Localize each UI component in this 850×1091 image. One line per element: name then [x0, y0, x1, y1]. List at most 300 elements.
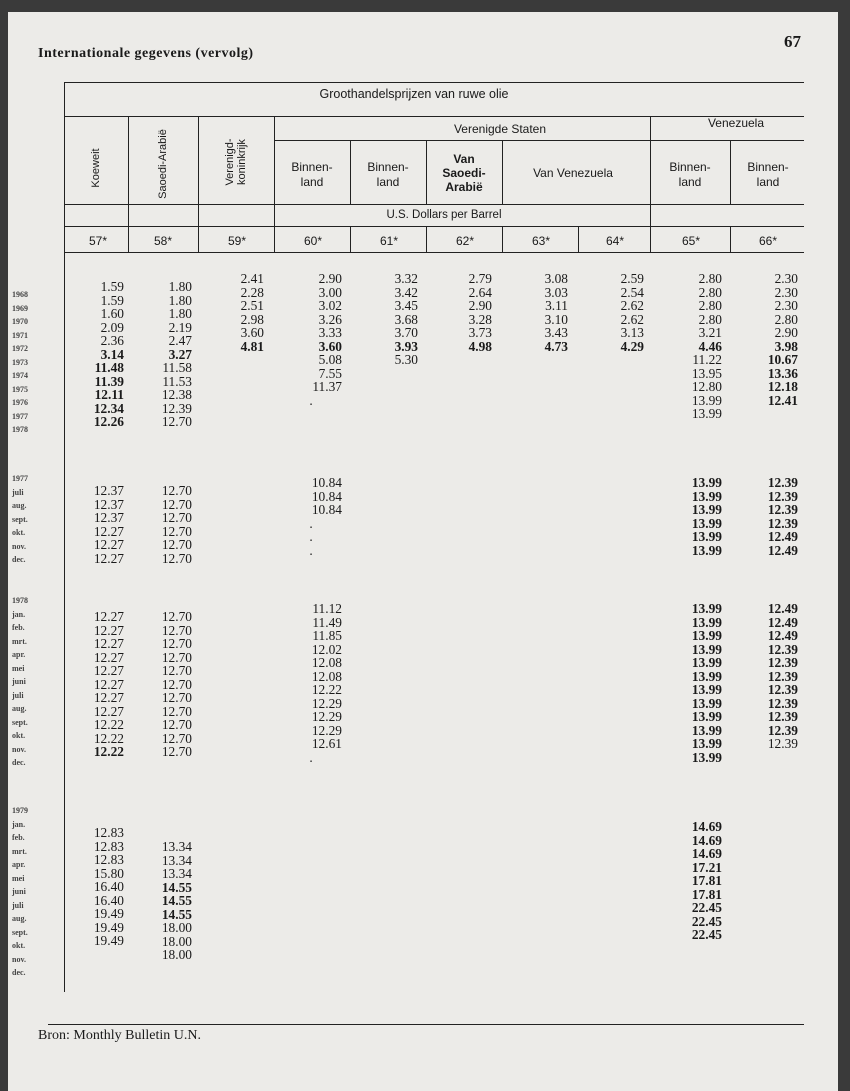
table-cell: 2.19 [168, 319, 192, 335]
row-stub-label: aug. [12, 914, 27, 923]
table-cell: 12.49 [767, 542, 798, 558]
row-stub-label: 1970 [12, 317, 28, 326]
table-cell: 13.99 [691, 682, 722, 697]
block1-col-62 [432, 272, 492, 353]
table-cell: 14.69 [691, 832, 722, 848]
table-cell: 3.02 [318, 298, 342, 313]
table-cell: 12.27 [93, 523, 124, 539]
table-cell: 12.49 [767, 529, 798, 544]
table-cell: 5.30 [394, 352, 418, 367]
table-cell: 3.60 [318, 338, 342, 354]
table-cell: 1.60 [100, 306, 124, 321]
table-cell: 12.22 [93, 730, 124, 746]
table-cell: 17.81 [691, 873, 722, 888]
col-num-61: 61* [379, 234, 399, 248]
table-cell: 12.70 [161, 496, 192, 512]
header-rule-3 [64, 204, 804, 205]
table-cell: 12.39 [767, 722, 798, 738]
table-cell: 12.39 [767, 515, 798, 531]
block3-col-65 [658, 602, 722, 764]
table-cell: 11.53 [162, 373, 192, 389]
table-cell: 2.80 [698, 271, 722, 286]
table-cell: 13.99 [691, 722, 722, 738]
table-cell: 12.39 [161, 400, 192, 416]
row-stub-label: juni [12, 677, 26, 686]
table-cell: 12.39 [767, 668, 798, 684]
row-stub-label: dec. [12, 758, 26, 767]
table-cell: 2.90 [774, 325, 798, 340]
table-cell: . [309, 749, 313, 765]
block3-col-66 [736, 602, 798, 751]
row-stub-label: sept. [12, 927, 28, 937]
block2-col-60 [280, 476, 342, 557]
table-cell: 12.38 [161, 387, 192, 402]
row-stub-label: 1978 [12, 425, 28, 434]
main-header: Groothandelsprijzen van ruwe olie [319, 87, 509, 101]
table-cell: 2.80 [698, 311, 722, 327]
table-cell: 12.39 [767, 709, 798, 724]
table-cell: 18.00 [161, 920, 192, 935]
table-cell: 16.40 [93, 892, 124, 908]
row-stub-label: sept. [12, 717, 28, 727]
table-cell: 3.00 [318, 284, 342, 300]
table-cell: 12.39 [767, 488, 798, 504]
col-rule [426, 226, 427, 252]
table-cell: 13.99 [691, 488, 722, 504]
table-cell: 2.80 [698, 284, 722, 300]
table-cell: 14.69 [691, 819, 722, 834]
row-stub-label: dec. [12, 968, 26, 977]
table-cell: 13.99 [691, 502, 722, 517]
table-cell: 2.98 [240, 311, 264, 327]
table-cell: 19.49 [93, 933, 124, 948]
table-cell: 13.34 [161, 839, 192, 854]
row-stub-label: 1971 [12, 330, 28, 340]
table-cell: 2.79 [468, 271, 492, 286]
table-cell: 13.99 [691, 749, 722, 765]
table-cell: 12.70 [161, 649, 192, 665]
header-rule-5 [64, 252, 804, 253]
row-stub-label: apr. [12, 650, 26, 659]
table-cell: 12.70 [161, 744, 192, 759]
table-cell: 10.67 [767, 352, 798, 367]
row-stub-label: mei [12, 663, 25, 673]
table-cell: 13.99 [691, 709, 722, 724]
table-cell: 12.70 [161, 717, 192, 732]
block1-col-63 [508, 272, 568, 353]
table-cell: 3.28 [468, 311, 492, 327]
col-label-57: Koeweit [90, 148, 102, 188]
row-stub-label: okt. [12, 731, 26, 740]
table-cell: 12.29 [311, 709, 342, 724]
table-cell: 12.49 [767, 628, 798, 643]
table-cell: 12.70 [161, 537, 192, 552]
row-stub-label: mrt. [12, 636, 27, 646]
table-cell: 3.21 [698, 325, 722, 340]
table-cell: 11.48 [94, 360, 124, 375]
row-stub-label: nov. [12, 744, 27, 754]
table-cell: 12.49 [767, 614, 798, 630]
table-cell: 2.62 [620, 298, 644, 313]
col-num-64: 64* [605, 234, 625, 248]
header-rule-2 [274, 140, 804, 141]
table-cell: 3.42 [394, 284, 418, 300]
row-stub-label: jan. [12, 819, 26, 829]
table-cell: 13.34 [161, 866, 192, 881]
table-cell: 3.27 [168, 346, 192, 362]
table-cell: 17.81 [691, 886, 722, 902]
table-cell: 12.70 [161, 523, 192, 539]
table-cell: 12.70 [161, 690, 192, 705]
table-cell: 3.73 [468, 325, 492, 340]
table-cell: 12.70 [161, 636, 192, 651]
row-stub-label: mrt. [12, 846, 27, 856]
table-cell: 3.32 [394, 271, 418, 286]
col-label-58: Saoedi-Arabië [157, 129, 169, 199]
table-cell: 13.99 [691, 392, 722, 408]
row-stub-label: jan. [12, 609, 26, 619]
table-cell: 4.29 [620, 338, 644, 354]
col-rule [128, 116, 129, 252]
table-cell: 2.90 [468, 298, 492, 313]
table-cell: 12.70 [161, 663, 192, 678]
table-cell: 13.99 [691, 475, 722, 490]
col-rule [274, 116, 275, 252]
table-cell: 22.45 [691, 900, 722, 915]
table-cell: 10.84 [311, 502, 342, 517]
table-cell: 11.39 [94, 373, 124, 389]
table-cell: 22.45 [691, 913, 722, 929]
block1-col-57 [70, 280, 124, 429]
row-stub-label: dec. [12, 555, 26, 564]
table-cell: 11.37 [312, 379, 342, 394]
col-rule [502, 226, 503, 252]
col-num-57: 57* [88, 234, 108, 248]
col-num-60: 60* [303, 234, 323, 248]
table-cell: . [309, 542, 313, 558]
table-cell: 14.55 [161, 906, 192, 922]
table-cell: 12.39 [767, 682, 798, 697]
row-stub-block3 [12, 594, 28, 770]
table-cell: 3.14 [100, 346, 124, 362]
table-cell: 2.64 [468, 284, 492, 300]
col-rule [502, 140, 503, 204]
table-cell: 12.11 [94, 387, 124, 402]
table-cell: 1.59 [100, 292, 124, 308]
table-cell: 12.70 [161, 550, 192, 566]
block1-col-64 [580, 272, 644, 353]
table-cell: 3.45 [394, 298, 418, 313]
table-cell: 2.62 [620, 311, 644, 327]
col-label-66: Binnen-land [747, 160, 789, 189]
col-num-58: 58* [153, 234, 173, 248]
page-number: 67 [784, 32, 801, 51]
table-cell: 1.59 [100, 279, 124, 294]
table-cell: 12.26 [93, 414, 124, 429]
block1-col-65 [658, 272, 722, 421]
block1-col-60 [280, 272, 342, 407]
table-cell: 13.99 [691, 406, 722, 421]
table-cell: 1.80 [168, 292, 192, 308]
col-num-59: 59* [227, 234, 247, 248]
block3-col-60 [280, 602, 342, 764]
table-cell: 3.26 [318, 311, 342, 327]
col-num-63: 63* [531, 234, 551, 248]
unit-label: U.S. Dollars per Barrel [386, 209, 502, 221]
table-cell: 11.58 [162, 360, 192, 375]
table-cell: 12.39 [767, 502, 798, 517]
row-stub-label: apr. [12, 860, 26, 869]
table-cell: 12.49 [767, 601, 798, 616]
footer-rule [48, 1024, 804, 1025]
table-cell: 12.41 [767, 392, 798, 408]
block2-col-58 [134, 484, 192, 565]
table-cell: 11.12 [312, 601, 342, 616]
table-cell: 12.27 [93, 663, 124, 678]
table-cell: 12.27 [93, 690, 124, 705]
row-stub-label: juli [12, 900, 24, 910]
row-stub-block1 [12, 288, 28, 437]
table-cell: 10.84 [311, 488, 342, 504]
document-page [8, 12, 838, 1091]
col-rule [198, 116, 199, 252]
col-label-60: Binnen-land [291, 160, 333, 189]
table-cell: 12.02 [311, 641, 342, 657]
table-cell: 13.99 [691, 614, 722, 630]
table-cell: 12.29 [311, 722, 342, 738]
col-label-63-64: Van Venezuela [533, 166, 613, 180]
col-rule [350, 226, 351, 252]
table-cell: 3.13 [620, 325, 644, 340]
col-num-66: 66* [758, 234, 778, 248]
table-cell: 2.09 [100, 319, 124, 335]
table-cell: 3.98 [774, 338, 798, 354]
row-stub-label: okt. [12, 941, 26, 950]
block1-col-66 [736, 272, 798, 407]
table-cell: 2.47 [168, 333, 192, 348]
table-cell: 14.55 [161, 879, 192, 895]
table-cell: 12.83 [93, 838, 124, 854]
group-header-venezuela: Venezuela [707, 116, 765, 130]
block4-col-57 [70, 826, 124, 948]
block3-col-58 [134, 610, 192, 759]
table-cell: 12.70 [161, 703, 192, 719]
table-cell: 12.27 [93, 703, 124, 719]
page-title: Internationale gegevens (vervolg) [38, 46, 254, 61]
table-cell: 4.98 [468, 338, 492, 354]
table-cell: 12.39 [767, 736, 798, 751]
row-stub-label: mei [12, 873, 25, 883]
table-cell: 12.27 [93, 622, 124, 638]
block2-col-66 [736, 476, 798, 557]
block4-col-65 [658, 820, 722, 942]
table-cell: 12.70 [161, 676, 192, 692]
table-cell: 2.54 [620, 284, 644, 300]
row-stub-label: 1974 [12, 371, 28, 380]
row-stub-label: juli [12, 487, 24, 497]
table-cell: 3.68 [394, 311, 418, 327]
table-cell: 19.49 [93, 919, 124, 935]
row-stub-label: 1975 [12, 384, 28, 394]
col-rule [730, 226, 731, 252]
table-cell: 11.49 [312, 614, 342, 630]
table-cell: 13.99 [691, 695, 722, 711]
block2-col-65 [658, 476, 722, 557]
source-note: Bron: Monthly Bulletin U.N. [38, 1028, 201, 1043]
col-num-62: 62* [455, 234, 475, 248]
table-cell: 3.43 [544, 325, 568, 340]
table-cell: 4.46 [698, 338, 722, 354]
table-cell: 13.36 [767, 365, 798, 381]
col-num-65: 65* [681, 234, 701, 248]
table-cell: 12.70 [161, 622, 192, 638]
row-stub-block2 [12, 472, 28, 567]
table-cell: 3.93 [394, 338, 418, 354]
row-stub-label: 1969 [12, 303, 28, 313]
table-cell: 19.49 [93, 906, 124, 921]
row-stub-label: 1979 [12, 806, 28, 815]
table-cell: 12.27 [93, 649, 124, 665]
table-cell: 15.80 [93, 865, 124, 881]
block3-col-57 [70, 610, 124, 759]
row-stub-label: 1972 [12, 344, 28, 353]
block1-col-59 [204, 272, 264, 353]
table-cell: 2.30 [774, 271, 798, 286]
table-cell: 12.39 [767, 695, 798, 711]
row-stub-label: 1977 [12, 411, 28, 421]
table-cell: 12.70 [161, 414, 192, 429]
table-cell: 12.22 [93, 717, 124, 732]
table-cell: 1.80 [168, 279, 192, 294]
table-cell: 13.99 [691, 628, 722, 643]
table-cell: 2.30 [774, 298, 798, 313]
table-cell: 14.55 [161, 893, 192, 908]
table-cell: 3.70 [394, 325, 418, 340]
table-cell: 3.03 [544, 284, 568, 300]
table-cell: 12.27 [93, 609, 124, 624]
col-rule [426, 140, 427, 204]
table-cell: 13.99 [691, 736, 722, 751]
col-label-61: Binnen-land [367, 160, 409, 189]
table-cell: 12.80 [691, 379, 722, 394]
col-rule [350, 140, 351, 204]
row-stub-label: feb. [12, 623, 25, 632]
row-stub-label: 1977 [12, 474, 28, 483]
row-stub-label: 1976 [12, 398, 28, 407]
table-cell: 12.61 [311, 736, 342, 751]
row-stub-label: sept. [12, 514, 28, 524]
table-cell: 12.18 [767, 379, 798, 394]
table-cell: 13.99 [691, 529, 722, 544]
table-cell: 12.70 [161, 483, 192, 498]
table-cell: 14.69 [691, 846, 722, 861]
table-cell: 12.83 [93, 825, 124, 840]
table-cell: 2.36 [100, 333, 124, 348]
group-header-us: Verenigde Staten [453, 122, 547, 136]
table-cell: 12.39 [767, 641, 798, 657]
table-cell: 13.99 [691, 668, 722, 684]
row-stub-label: juni [12, 887, 26, 896]
row-stub-label: 1973 [12, 357, 28, 367]
table-cell: 18.00 [161, 947, 192, 962]
table-cell: 3.60 [240, 325, 264, 340]
col-label-62: Van Saoedi-Arabië [442, 152, 486, 194]
table-cell: 3.11 [545, 298, 568, 313]
table-cell: 12.08 [311, 668, 342, 684]
table-cell: 12.08 [311, 655, 342, 670]
col-rule [730, 140, 731, 204]
row-stub-label: nov. [12, 954, 27, 964]
block1-col-61 [356, 272, 418, 367]
table-cell: 13.99 [691, 515, 722, 531]
table-cell: 2.30 [774, 284, 798, 300]
table-cell: 11.85 [312, 628, 342, 643]
table-cell: 3.33 [318, 325, 342, 340]
row-stub-label: aug. [12, 501, 27, 510]
table-cell: 12.27 [93, 676, 124, 692]
table-cell: 18.00 [161, 933, 192, 949]
table-cell: 12.27 [93, 537, 124, 552]
table-cell: 11.22 [692, 352, 722, 367]
table-cell: 12.70 [161, 730, 192, 746]
table-cell: 3.10 [544, 311, 568, 327]
block1-col-58 [134, 280, 192, 429]
block2-col-57 [70, 484, 124, 565]
table-cell: 1.80 [168, 306, 192, 321]
row-stub-label: okt. [12, 528, 26, 537]
table-cell: 10.84 [311, 475, 342, 490]
table-cell: 12.83 [93, 852, 124, 867]
header-rule-4 [64, 226, 804, 227]
table-cell: 2.80 [698, 298, 722, 313]
table-cell: 12.34 [93, 400, 124, 416]
table-cell: 12.37 [93, 510, 124, 525]
table-cell: 3.08 [544, 271, 568, 286]
table-cell: 4.73 [544, 338, 568, 354]
table-cell: 13.99 [691, 641, 722, 657]
table-cell: 12.37 [93, 496, 124, 512]
table-cell: 13.99 [691, 601, 722, 616]
row-stub-label: 1968 [12, 290, 28, 299]
table-cell: 13.95 [691, 365, 722, 381]
row-stub-label: feb. [12, 833, 25, 842]
table-cell: 12.27 [93, 636, 124, 651]
row-stub-label: nov. [12, 541, 27, 551]
row-stub-block4 [12, 804, 28, 980]
table-cell: 2.51 [240, 298, 264, 313]
table-cell: 12.22 [93, 744, 124, 759]
table-cell: 13.99 [691, 542, 722, 558]
row-stub-label: 1978 [12, 596, 28, 605]
table-cell: 5.08 [318, 352, 342, 367]
table-cell: 22.45 [691, 927, 722, 942]
table-cell: 12.39 [767, 655, 798, 670]
table-cell: 13.34 [161, 852, 192, 868]
table-cell: 2.59 [620, 271, 644, 286]
table-cell: 17.21 [691, 859, 722, 875]
table-cell: . [309, 529, 313, 544]
table-cell: 12.27 [93, 550, 124, 566]
col-label-59: Verenigd-koninkrijk [224, 138, 248, 186]
block4-col-58 [134, 840, 192, 962]
table-cell: 12.29 [311, 695, 342, 711]
col-rule [578, 226, 579, 252]
table-cell: 12.37 [93, 483, 124, 498]
table-cell: 12.39 [767, 475, 798, 490]
table-cell: 12.70 [161, 510, 192, 525]
stub-rule [64, 82, 65, 992]
table-cell: 13.99 [691, 655, 722, 670]
